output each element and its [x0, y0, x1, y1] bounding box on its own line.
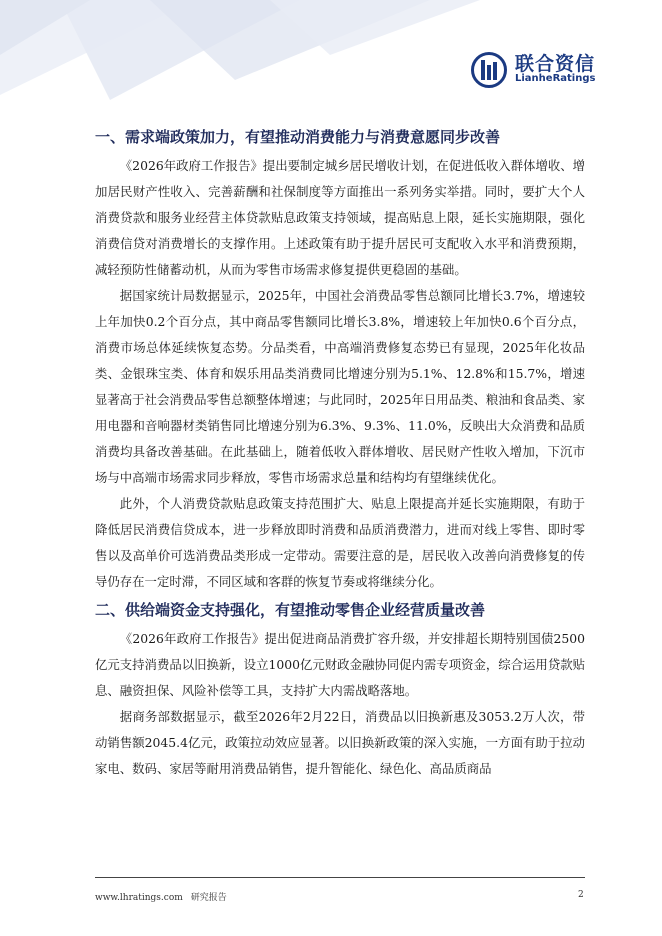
footer-doc-type: 研究报告 — [190, 893, 227, 903]
section-heading-supply: 二、供给端资金支持强化，有望推动零售企业经营质量改善 — [95, 601, 486, 619]
paragraph: 《2026年政府工作报告》提出要制定城乡居民增收计划，在促进低收入群体增收、增加居民财产性收入、完善薪酬和社保制度等方面推出一系列务实举措。同时，要扩大个人消费贷款和服务业经营主体贷款贴息政策支持领域，提高贴息上限，延长实施期限，强化消费信贷对消费增长的支撑作用。上述政策有助于提升居民可支配收入水平和消费预期，减轻预防性储蓄动机，从而为零售市场需求修复提供更稳固的基础。 — [95, 158, 586, 277]
report-body — [95, 124, 585, 782]
section-heading-demand: 一、需求端政策加力，有望推动消费能力与消费意愿同步改善 — [95, 128, 501, 146]
logo-chinese-text: 联合资信 — [515, 53, 596, 75]
footer-website-link[interactable]: www.lhratings.com — [95, 893, 183, 903]
paragraph: 《2026年政府工作报告》提出促进商品消费扩容升级，并安排超长期特别国债2500亿元支持消费品以旧换新，设立1000亿元财政金融协同促内需专项资金，综合运用贷款贴息、融资担保、风险补偿等工具，支持扩大内需战略落地。 — [95, 631, 585, 698]
page-number: 2 — [578, 890, 584, 900]
footer-info — [95, 890, 227, 903]
logo-english-text: LianheRatings — [515, 73, 596, 84]
paragraph: 据商务部数据显示，截至2026年2月22日，消费品以旧换新惠及3053.2万人次，带动销售额2045.4亿元，政策拉动效应显著。以旧换新政策的深入实施，一方面有助于拉动家电、数码、家居等耐用消费品销售，提升智能化、绿色化、高品质商品 — [95, 709, 585, 776]
lianhe-logo-icon — [471, 52, 507, 88]
paragraph: 据国家统计局数据显示，2025年，中国社会消费品零售总额同比增长3.7%，增速较上年加快0.2个百分点，其中商品零售额同比增长3.8%，增速较上年加快0.6个百分点，消费市场总体延续恢复态势。分品类看，中高端消费修复态势已有显现，2025年化妆品类、金银珠宝类、体育和娱乐用品类消费同比增速分别为5.1%、12.8%和15.7%，增速显著高于社会消费品零售总额整体增速；与此同时，2025年日用品类、粮油和食品类、家用电器和音响器材类销售同比增速分别为6.3%、9.3%、11.0%，反映出大众消费和品质消费均具备改善基础。在此基础上，随着低收入群体增收、居民财产性收入增加，下沉市场与中高端市场需求同步释放，零售市场需求总量和结构均有望继续优化。 — [95, 288, 585, 485]
footer-divider — [95, 877, 585, 878]
paragraph: 此外，个人消费贷款贴息政策支持范围扩大、贴息上限提高并延长实施期限，有助于降低居民消费信贷成本，进一步释放即时消费和品质消费潜力，进而对线上零售、即时零售以及高单价可选消费品类形成一定带动。需要注意的是，居民收入改善向消费修复的传导仍存在一定时滞，不同区域和客群的恢复节奏或将继续分化。 — [95, 496, 585, 589]
